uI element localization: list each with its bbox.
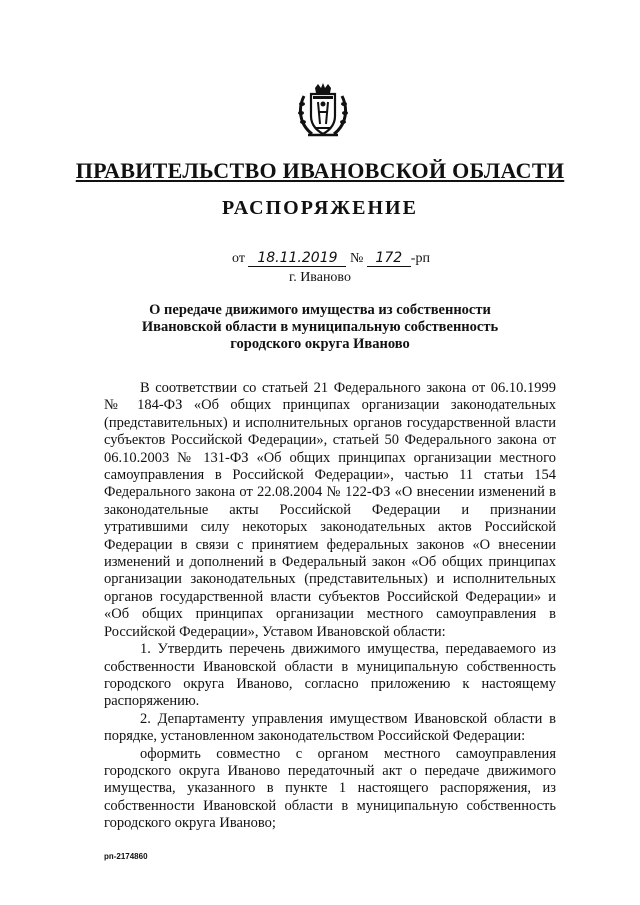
preamble-paragraph: В соответствии со статьей 21 Федерального закона от 06.10.1999 № 184-ФЗ «Об общих принципах организации законодательных (представительных) и исполнительных органов государственной власти субъектов Российской Федерации», статьей 50 Федерального закона от 06.10.2003 № 131-ФЗ «Об общих принципах организации местного самоуправления в Российской Федерации», частью 11 статьи 154 Федерального закона от 22.08.2004 № 122-ФЗ «О внесении изменений в законодательные акты Российской Федерации и признании утратившими силу некоторых законодательных актов Российской Федерации в связи с принятием федеральных законов «О внесении изменений и дополнений в Федеральный закон «Об общих принципах организации законодательных (представительных) и исполнительных органов государственной власти субъектов Российской Федерации» и «Об общих принципах организации местного самоуправления в Российской Федерации», Уставом Ивановской области: bbox=[104, 380, 556, 640]
subject-title bbox=[90, 302, 550, 353]
document-type: РАСПОРЯЖЕНИЕ bbox=[222, 197, 418, 219]
date-value: 18.11.2019 bbox=[248, 250, 346, 267]
item-1-paragraph: 1. Утвердить перечень движимого имущества, передаваемого из собственности Ивановской области в муниципальную собственность городского округа Иваново, согласно приложению к настоящему распоряжению. bbox=[104, 641, 556, 710]
item-2a-paragraph: оформить совместно с органом местного самоуправления городского округа Иваново передаточный акт о передаче движимого имущества, указанного в пункте 1 настоящего распоряжения, из собственности Ивановской области в муниципальную собственность городского округа Иваново; bbox=[104, 745, 556, 832]
coat-of-arms-icon bbox=[294, 82, 352, 140]
document-body bbox=[104, 380, 556, 833]
number-suffix: -рп bbox=[410, 251, 430, 266]
number-value: 172 bbox=[367, 250, 411, 267]
date-prefix: от bbox=[232, 251, 245, 266]
subject-line: О передаче движимого имущества из собственности bbox=[149, 302, 491, 318]
subject-line: городского округа Иваново bbox=[230, 336, 410, 352]
subject-line: Ивановской области в муниципальную собственность bbox=[141, 319, 499, 335]
number-sign: № bbox=[349, 251, 364, 266]
item-2-paragraph: 2. Департаменту управления имуществом Ивановской области в порядке, установленном законодательством Российской Федерации: bbox=[104, 710, 556, 745]
date-number-line bbox=[232, 250, 430, 267]
city: г. Иваново bbox=[289, 270, 351, 285]
document-code: рп-2174860 bbox=[104, 852, 148, 861]
government-title: ПРАВИТЕЛЬСТВО ИВАНОВСКОЙ ОБЛАСТИ bbox=[75, 158, 565, 183]
